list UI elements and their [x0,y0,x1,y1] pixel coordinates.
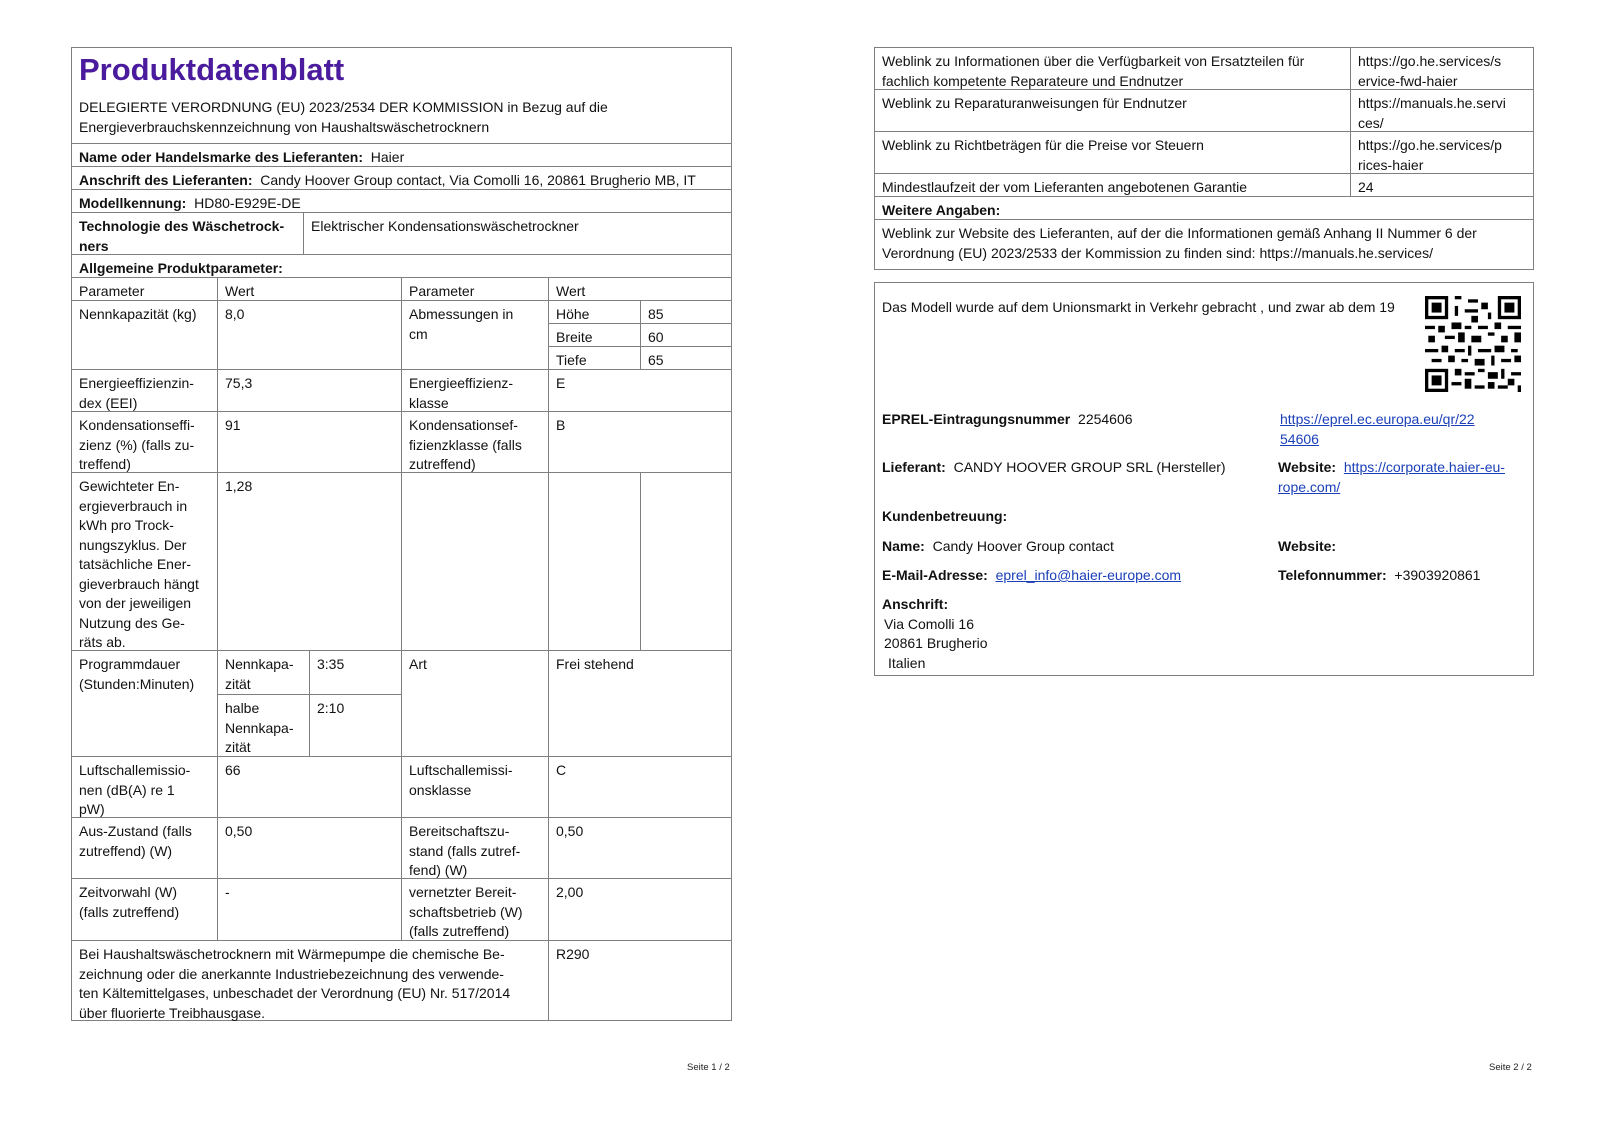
regulation-line-1: DELEGIERTE VERORDNUNG (EU) 2023/2534 DER KOMMISSION in Bezug auf die [79,99,608,115]
noise-class-value: C [556,762,567,778]
qr-code-icon [1425,296,1521,392]
supplier-address-label: Anschrift des Lieferanten: [79,172,253,188]
page-number-1: Seite 1 / 2 [687,1062,730,1073]
page-title: Produktdatenblatt [79,52,345,87]
supplier-address: Candy Hoover Group contact, Via Comolli 16, 20861 Brugherio MB, IT [260,172,696,188]
eprel-row [874,408,1141,432]
rated-capacity-label: Nennkapa- zität [225,656,294,692]
phone-row [1270,564,1488,588]
delay-start-label: Zeitvorwahl (W) (falls zutreffend) [79,884,180,920]
width-value: 60 [648,329,664,345]
energy-class-value: E [556,375,566,391]
regulation-line-2: Energieverbrauchskennzeichnung von Haushaltswäschetrocknern [79,119,490,135]
col-value-1: Wert [225,283,255,299]
email-link[interactable]: eprel_info@haier-europe.com [995,567,1182,583]
prices-label: Weblink zu Richtbeträgen für die Preise vor Steuern [882,137,1204,153]
supplier-name-row [71,146,412,170]
supplier-value: CANDY HOOVER GROUP SRL (Hersteller) [953,459,1226,475]
col-parameter-2: Parameter [409,283,475,299]
condensation-class-value: B [556,417,566,433]
eei-label: Energieeffizienzin- dex (EEI) [79,375,194,411]
noise-label: Luftschallemissio- nen (dB(A) re 1 pW) [79,762,191,817]
market-text: Das Modell wurde auf dem Unionsmarkt in Verkehr gebracht , und zwar ab dem 19 [882,299,1395,315]
refrigerant-value: R290 [556,946,590,962]
width-label: Breite [556,329,593,345]
email-label: E-Mail-Adresse: [882,567,988,583]
page-number-2: Seite 2 / 2 [1489,1062,1532,1073]
customer-service-label: Kundenbetreuung: [882,508,1008,524]
model-label: Modellkennung: [79,195,187,211]
off-mode-label: Aus-Zustand (falls zutreffend) (W) [79,823,192,859]
further-info-text: Weblink zur Website des Lieferanten, auf der die Informationen gemäß Anhang II Nummer 6 der Verordnung (EU) 2023/2533 der Kommission zu finden sind: https://manuals.he.services/ [882,225,1477,261]
networked-standby-label: vernetzter Bereit- schaftsbetrieb (W) (falls zutreffend) [409,884,523,939]
dimensions-label: Abmessungen in cm [409,306,514,342]
website-row [1270,456,1513,499]
supplier-name: Haier [370,149,405,165]
website-link[interactable]: https://corporate.haier-eu- rope.com/ [1278,459,1505,495]
supplier-name-label: Name oder Handelsmarke des Lieferanten: [79,149,363,165]
website2-row [1270,535,1344,559]
height-label: Höhe [556,306,590,322]
weighted-energy-value: 1,28 [225,478,253,494]
general-params-label: Allgemeine Produktparameter: [79,260,283,276]
half-capacity-duration: 2:10 [317,700,345,716]
refrigerant-label: Bei Haushaltswäschetrocknern mit Wärmepumpe die chemische Be- zeichnung oder die anerkannte Industriebezeichnung des verwende- ten Kältemittelgases, unbeschadet der Verordnung (EU) Nr. 517/2014 über fluorierte Treibhausgase. [79,946,511,1021]
spare-parts-label: Weblink zu Informationen über die Verfügbarkeit von Ersatzteilen für fachlich kompetente Reparateure und Endnutzer [882,53,1305,89]
delay-start-value: - [225,884,230,900]
email-row [874,564,1189,588]
phone-label: Telefonnummer: [1278,567,1387,583]
type-value: Frei stehend [556,656,634,672]
condensation-label: Kondensationseffi- zienz (%) (falls zu- treffend) [79,417,195,472]
rated-capacity-duration: 3:35 [317,656,345,672]
contact-name-row [874,535,1122,559]
technology-value: Elektrischer Kondensationswäschetrockner [311,218,579,234]
standby-value: 0,50 [556,823,584,839]
capacity-label: Nennkapazität (kg) [79,306,197,322]
address-block: Anschrift: Via Comolli 16 20861 Brugherio Italien [882,596,988,671]
technology-label: Technologie des Wäschetrock- ners [79,218,285,254]
energy-class-label: Energieeffizienz- klasse [409,375,514,411]
condensation-value: 91 [225,417,241,433]
height-value: 85 [648,306,664,322]
supplier-label: Lieferant: [882,459,946,475]
weighted-energy-label: Gewichteter En- ergieverbrauch in kWh pro Trock- nungszyklus. Der tatsächliche Ener- gieverbrauch hängt von der jeweiligen Nutzung des Ge- räts ab. [79,478,199,650]
depth-label: Tiefe [556,352,587,368]
noise-value: 66 [225,762,241,778]
address-label: Anschrift: [882,596,949,612]
program-duration-label: Programmdauer (Stunden:Minuten) [79,656,195,692]
repair-url: https://manuals.he.servi ces/ [1358,95,1506,131]
type-label: Art [409,656,427,672]
eprel-label: EPREL-Eintragungsnummer [882,411,1071,427]
model-row [71,192,309,216]
phone-value: +3903920861 [1394,567,1481,583]
further-info-label: Weitere Angaben: [882,202,1001,218]
eprel-number: 2254606 [1078,411,1133,427]
half-capacity-label: halbe Nennkapa- zität [225,700,294,755]
warranty-value: 24 [1358,179,1374,195]
off-mode-value: 0,50 [225,823,253,839]
contact-name: Candy Hoover Group contact [932,538,1114,554]
eprel-link[interactable]: https://eprel.ec.europa.eu/qr/22 54606 [1280,411,1475,447]
repair-label: Weblink zu Reparaturanweisungen für Endnutzer [882,95,1187,111]
supplier-address-row [71,169,704,193]
networked-standby-value: 2,00 [556,884,584,900]
noise-class-label: Luftschallemissi- onsklasse [409,762,513,798]
prices-url: https://go.he.services/p rices-haier [1358,137,1502,173]
col-parameter-1: Parameter [79,283,145,299]
eei-value: 75,3 [225,375,253,391]
depth-value: 65 [648,352,664,368]
model-id: HD80-E929E-DE [194,195,301,211]
eprel-url[interactable] [1272,408,1483,451]
website-label: Website: [1278,459,1337,475]
name-label: Name: [882,538,925,554]
warranty-label: Mindestlaufzeit der vom Lieferanten angebotenen Garantie [882,179,1248,195]
condensation-class-label: Kondensationsef- fizienzklasse (falls zutreffend) [409,417,522,472]
supplier-row [874,456,1234,480]
website2-label: Website: [1278,538,1337,554]
col-value-2: Wert [556,283,586,299]
standby-label: Bereitschaftszu- stand (falls zutref- fend) (W) [409,823,521,878]
spare-parts-url: https://go.he.services/s ervice-fwd-haier [1358,53,1502,89]
capacity-value: 8,0 [225,306,245,322]
